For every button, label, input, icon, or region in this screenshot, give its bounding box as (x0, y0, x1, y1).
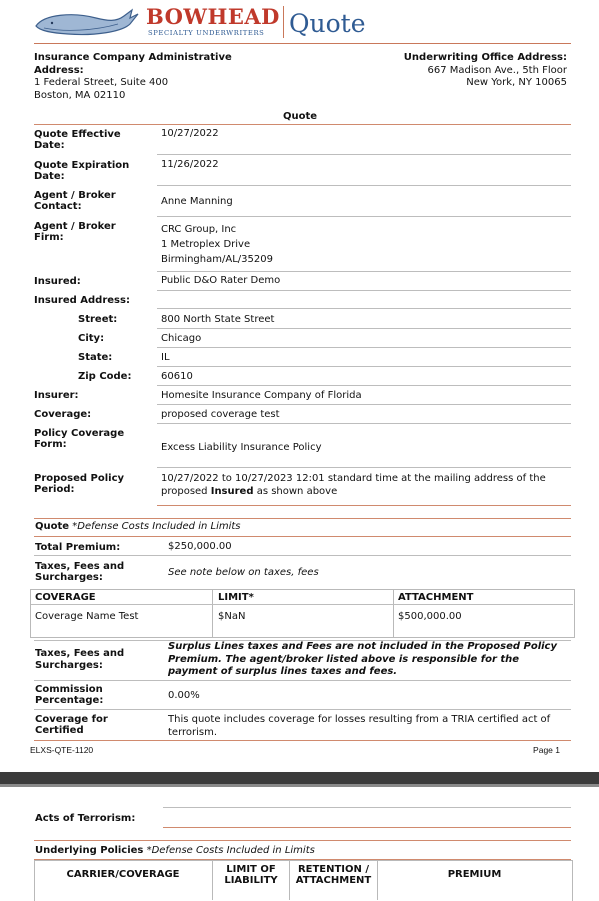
street-value: 800 North State Street (161, 314, 275, 325)
office-address-line1: 667 Madison Ave., 5th Floor (427, 64, 567, 76)
insured-label: Insured: (34, 276, 81, 287)
table-header-limit: LIMIT* (218, 592, 254, 603)
table-header-coverage: COVERAGE (35, 592, 96, 603)
table-cell-coverage: Coverage Name Test (35, 611, 139, 622)
agent-contact-value: Anne Manning (161, 196, 233, 207)
quote-box-heading: Quote (35, 521, 70, 532)
underlying-note: *Defense Costs Included in Limits (146, 845, 315, 856)
zip-label: Zip Code: (78, 371, 132, 382)
office-address (350, 52, 567, 90)
brand-name: BOWHEAD (146, 4, 280, 29)
underlying-header-carrier: CARRIER/COVERAGE (66, 869, 180, 880)
zip-value: 60610 (161, 371, 193, 382)
insurer-value: Homesite Insurance Company of Florida (161, 390, 362, 401)
city-label: City: (78, 333, 105, 344)
period-value-suffix: as shown above (253, 486, 338, 497)
period-label: Proposed Policy Period: (34, 473, 125, 495)
table-cell-limit: $NaN (218, 611, 246, 622)
bowhead-logo (34, 6, 284, 40)
taxes-note-text: Surplus Lines taxes and Fees are not included in the Proposed Policy Premium. The agent/broker listed above is responsible for the payment of surplus lines taxes and fees. (168, 641, 557, 677)
coverage-value: proposed coverage test (161, 409, 280, 420)
quote-box-title (35, 521, 241, 532)
company-address (34, 52, 274, 102)
expiration-date-value: 11/26/2022 (161, 159, 219, 170)
underlying-header-limit: LIMIT OF LIABILITY (224, 864, 278, 886)
quote-page-2 (0, 787, 599, 893)
company-address-line2: Boston, MA 02110 (34, 89, 126, 101)
office-address-line2: New York, NY 10065 (466, 77, 567, 88)
expiration-date-label: Quote Expiration Date: (34, 160, 130, 182)
section-title: Quote (282, 111, 318, 122)
period-value-prefix: proposed (161, 486, 211, 497)
insurer-label: Insurer: (34, 390, 79, 401)
taxes-note-label: Taxes, Fees and Surcharges: (35, 648, 125, 671)
effective-date-label: Quote Effective Date: (34, 129, 121, 151)
agent-firm-line2: 1 Metroplex Drive (161, 239, 251, 250)
policy-form-label: Policy Coverage Form: (34, 428, 125, 450)
street-label: Street: (78, 314, 118, 325)
certified-value: This quote includes coverage for losses resulting from a TRIA certified act of terrorism. (168, 714, 551, 738)
underlying-header-premium: PREMIUM (447, 869, 502, 880)
document-title: Quote (289, 9, 366, 38)
commission-label: Commission Percentage: (35, 684, 104, 706)
table-header-attachment: ATTACHMENT (398, 592, 474, 603)
underlying-header-retention: RETENTION / ATTACHMENT (295, 864, 372, 886)
agent-firm-line3: Birmingham/AL/35209 (161, 254, 273, 265)
period-value-line1: 10/27/2022 to 10/27/2023 12:01 standard time at the mailing address of the (161, 473, 546, 484)
page-separator (0, 772, 599, 784)
taxes-fees-value: See note below on taxes, fees (168, 567, 319, 578)
table-cell-attachment: $500,000.00 (398, 611, 462, 622)
page-number: Page 1 (533, 745, 560, 755)
quote-box-note: *Defense Costs Included in Limits (72, 521, 241, 532)
policy-form-value: Excess Liability Insurance Policy (161, 442, 322, 453)
form-code: ELXS-QTE-1120 (30, 745, 94, 755)
taxes-fees-label: Taxes, Fees and Surcharges: (35, 561, 125, 583)
commission-value: 0.00% (168, 690, 200, 701)
brand-subtitle: SPECIALTY UNDERWRITERS (148, 29, 265, 37)
state-label: State: (78, 352, 113, 363)
period-value-line2 (161, 485, 337, 498)
office-address-label: Underwriting Office Address: (403, 52, 567, 63)
terrorism-label: Acts of Terrorism: (35, 813, 136, 824)
certified-label: Coverage for Certified (35, 714, 108, 736)
company-address-label: Insurance Company Administrative Address: (34, 52, 232, 76)
state-value: IL (161, 352, 170, 363)
total-premium-value: $250,000.00 (168, 541, 232, 552)
coverage-label: Coverage: (34, 409, 92, 420)
company-address-line1: 1 Federal Street, Suite 400 (34, 77, 169, 88)
insured-value: Public D&O Rater Demo (161, 275, 281, 286)
underlying-heading: Underlying Policies (35, 845, 144, 856)
underlying-title (35, 845, 315, 856)
agent-firm-line1: CRC Group, Inc (161, 224, 237, 235)
insured-address-label: Insured Address: (34, 295, 130, 306)
agent-firm-label: Agent / Broker Firm: (34, 221, 116, 243)
period-value-insured: Insured (210, 486, 254, 497)
total-premium-label: Total Premium: (35, 542, 121, 553)
agent-contact-label: Agent / Broker Contact: (34, 190, 116, 212)
effective-date-value: 10/27/2022 (161, 128, 219, 139)
city-value: Chicago (161, 333, 202, 344)
